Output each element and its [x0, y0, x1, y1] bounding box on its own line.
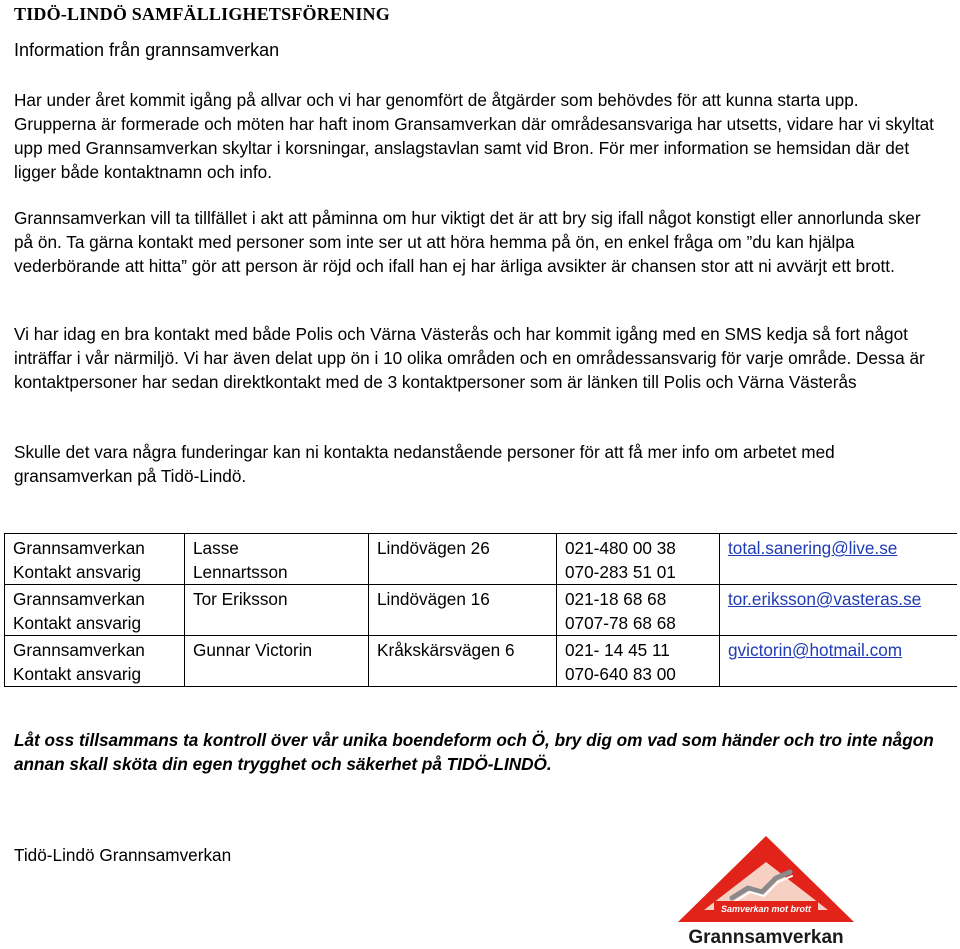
phone-cell: 021- 14 45 11 070-640 83 00	[557, 636, 720, 687]
name-cell: Gunnar Victorin	[185, 636, 369, 687]
email-cell	[720, 585, 957, 636]
phone-cell: 021-480 00 38 070-283 51 01	[557, 534, 720, 585]
organization-name: TIDÖ-LINDÖ SAMFÄLLIGHETSFÖRENING	[14, 4, 390, 24]
email-cell	[720, 636, 957, 687]
name-cell: Lasse Lennartsson	[185, 534, 369, 585]
paragraph-contact-info: Skulle det vara några funderingar kan ni kontakta nedanstående personer för att få mer info om arbetet med gransamverkan på Tidö-Lindö.	[14, 442, 835, 486]
grannsamverkan-logo	[668, 832, 864, 948]
role-cell: Grannsamverkan Kontakt ansvarig	[5, 534, 185, 585]
paragraph-reminder: Grannsamverkan vill ta tillfället i akt att påminna om hur viktigt det är att bry sig ifall något konstigt eller annorlunda sker på ön. Ta gärna kontakt med personer som inte ser ut att höra hemma på ön, en enkel fråga om ”du kan hjälpa vederbörande att hitta” gör att person är röjd och ifall han ej har ärliga avsikter är chansen stor att ni avvärjt ett brott.	[14, 208, 921, 276]
table-row	[5, 636, 957, 687]
role-cell: Grannsamverkan Kontakt ansvarig	[5, 636, 185, 687]
table-row	[5, 534, 957, 585]
name-cell: Tor Eriksson	[185, 585, 369, 636]
email-cell	[720, 534, 957, 585]
phone-cell: 021-18 68 68 0707-78 68 68	[557, 585, 720, 636]
email-link[interactable]: tor.eriksson@vasteras.se	[728, 589, 922, 609]
email-link[interactable]: gvictorin@hotmail.com	[728, 640, 903, 660]
paragraph-police-contact: Vi har idag en bra kontakt med både Polis och Värna Västerås och har kommit igång med en SMS kedja så fort något inträffar i vår närmiljö. Vi har även delat upp ön i 10 olika områden och en områdessansvarig för varje område. Dessa är kontaktpersoner har sedan direktkontakt med de 3 kontaktpersoner som är länken till Polis och Värna Västerås	[14, 324, 925, 392]
page-title: Information från grannsamverkan	[14, 40, 280, 60]
address-cell: Lindövägen 16	[369, 585, 557, 636]
role-cell: Grannsamverkan Kontakt ansvarig	[5, 585, 185, 636]
table-row	[5, 585, 957, 636]
address-cell: Kråkskärsvägen 6	[369, 636, 557, 687]
signature: Tidö-Lindö Grannsamverkan	[14, 845, 232, 865]
svg-text:Samverkan mot brott: Samverkan mot brott	[720, 904, 812, 914]
closing-statement: Låt oss tillsammans ta kontroll över vår unika boendeform och Ö, bry dig om vad som händer och tro inte någon annan skall sköta din egen trygghet och säkerhet på TIDÖ-LINDÖ.	[14, 730, 934, 774]
contacts-table	[4, 533, 957, 687]
email-link[interactable]: total.sanering@live.se	[728, 538, 898, 558]
paragraph-intro: Har under året kommit igång på allvar och vi har genomfört de åtgärder som behövdes för att kunna starta upp. Grupperna är formerade och möten har haft inom Gransamverkan där områdesansvariga har utsetts, vidare har vi skyltat upp med Grannsamverkan skyltar i korsningar, anslagstavlan samt vid Bron. För mer information se hemsidan där det ligger både kontaktnamn och info.	[14, 90, 934, 182]
address-cell: Lindövägen 26	[369, 534, 557, 585]
svg-text:Grannsamverkan: Grannsamverkan	[688, 927, 844, 948]
